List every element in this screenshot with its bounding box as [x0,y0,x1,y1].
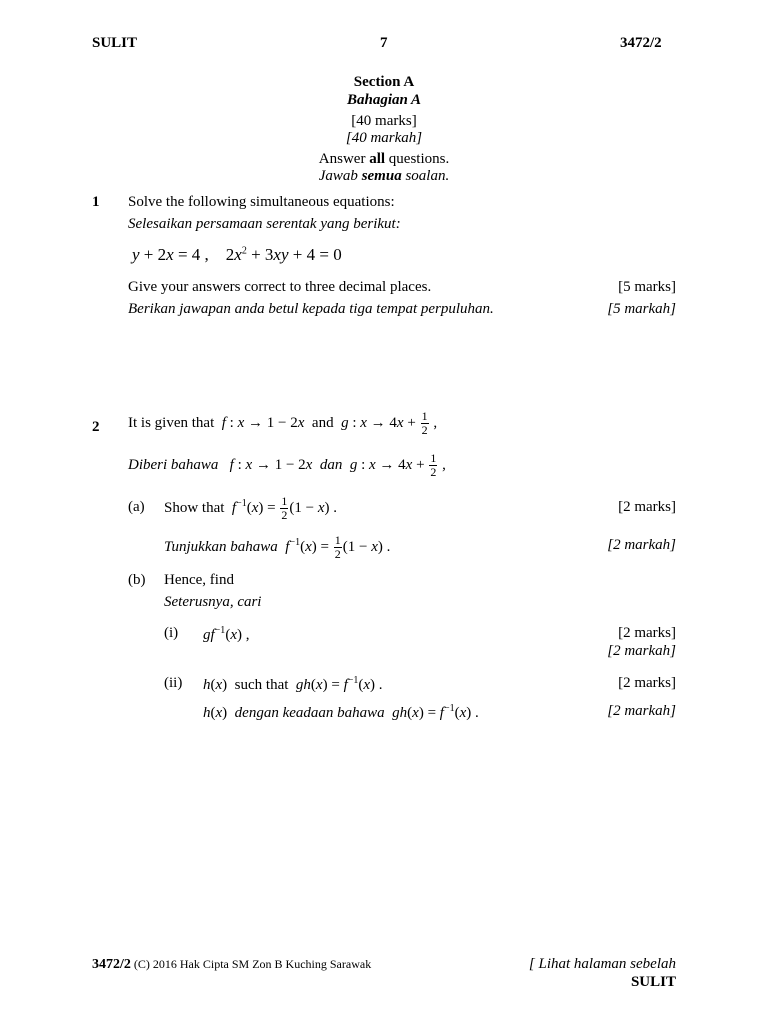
question-1-marks-en: [5 marks] [618,279,676,295]
part-b-label: (b) [128,572,146,588]
part-b-ii-text-ms: h(x) dengan keadaan bahawa $gh(x) = f^{-1}(x)$ . [203,703,479,721]
section-marks-en: [40 marks] [351,113,417,129]
part-b-i-expression: $gf^{-1}(x)$ , [203,625,250,643]
question-2-given-en: It is given that f : x → 1 − 2x and g : x → 4x + $\frac{1}{2}$ , [128,409,438,438]
footer-next-page: [ Lihat halaman sebelah [528,956,676,972]
part-b-ii-text-en: h(x) such that $gh(x) = f^{-1}(x)$ . [203,675,383,693]
part-a-text-ms: Tunjukkan bahawa $f^{-1}(x)$ = $\frac{1}{2}$ (1 − x) . [164,533,391,562]
page-number: 7 [380,35,388,51]
part-b-text-en: Hence, find [164,572,234,588]
question-2-given-ms: Diberi bahawa f : x → 1 − 2x dan g : x → 4x + $\frac{1}{2}$ , [128,451,446,480]
part-b-i-label: (i) [164,625,179,641]
instruction-ms: Jawab semua soalan. [318,168,450,184]
section-marks-ms: [40 markah] [345,130,423,146]
question-1-text-en: Solve the following simultaneous equations: [128,194,395,210]
question-1-equations: y + 2x = 4 , $2x^2 + 3xy + 4 = 0$ [132,245,342,264]
question-1-note-ms: Berikan jawapan anda betul kepada tiga tempat perpuluhan. [128,301,494,317]
section-title-en: Section A [353,74,415,90]
question-1-note-en: Give your answers correct to three decimal places. [128,279,432,295]
part-b-ii-marks-ms: [2 markah] [607,703,676,719]
instruction-en: Answer all questions. [318,151,450,167]
part-b-ii-label: (ii) [164,675,183,691]
question-1-marks-ms: [5 markah] [607,301,676,317]
footer-sulit: SULIT [630,974,676,990]
part-a-marks-en: [2 marks] [618,499,676,515]
part-a-label: (a) [128,499,145,515]
question-2-number: 2 [92,419,100,435]
part-a-text-en: Show that $f^{-1}(x)$ = $\frac{1}{2}$ (1 − x) . [164,494,338,523]
footer-copyright-line: 3472/2 (C) 2016 Hak Cipta SM Zon B Kuching Sarawak [92,957,372,972]
header-paper-code: 3472/2 [620,35,662,51]
section-title-ms: Bahagian A [346,92,422,108]
part-b-text-ms: Seterusnya, cari [164,594,262,610]
part-b-ii-marks-en: [2 marks] [618,675,676,691]
part-a-marks-ms: [2 markah] [607,537,676,553]
question-1-number: 1 [92,194,100,210]
part-b-i-marks-en: [2 marks] [618,625,676,641]
part-b-i-marks-ms: [2 markah] [607,643,676,659]
header-sulit: SULIT [92,35,138,51]
question-1-text-ms: Selesaikan persamaan serentak yang berikut: [128,216,401,232]
